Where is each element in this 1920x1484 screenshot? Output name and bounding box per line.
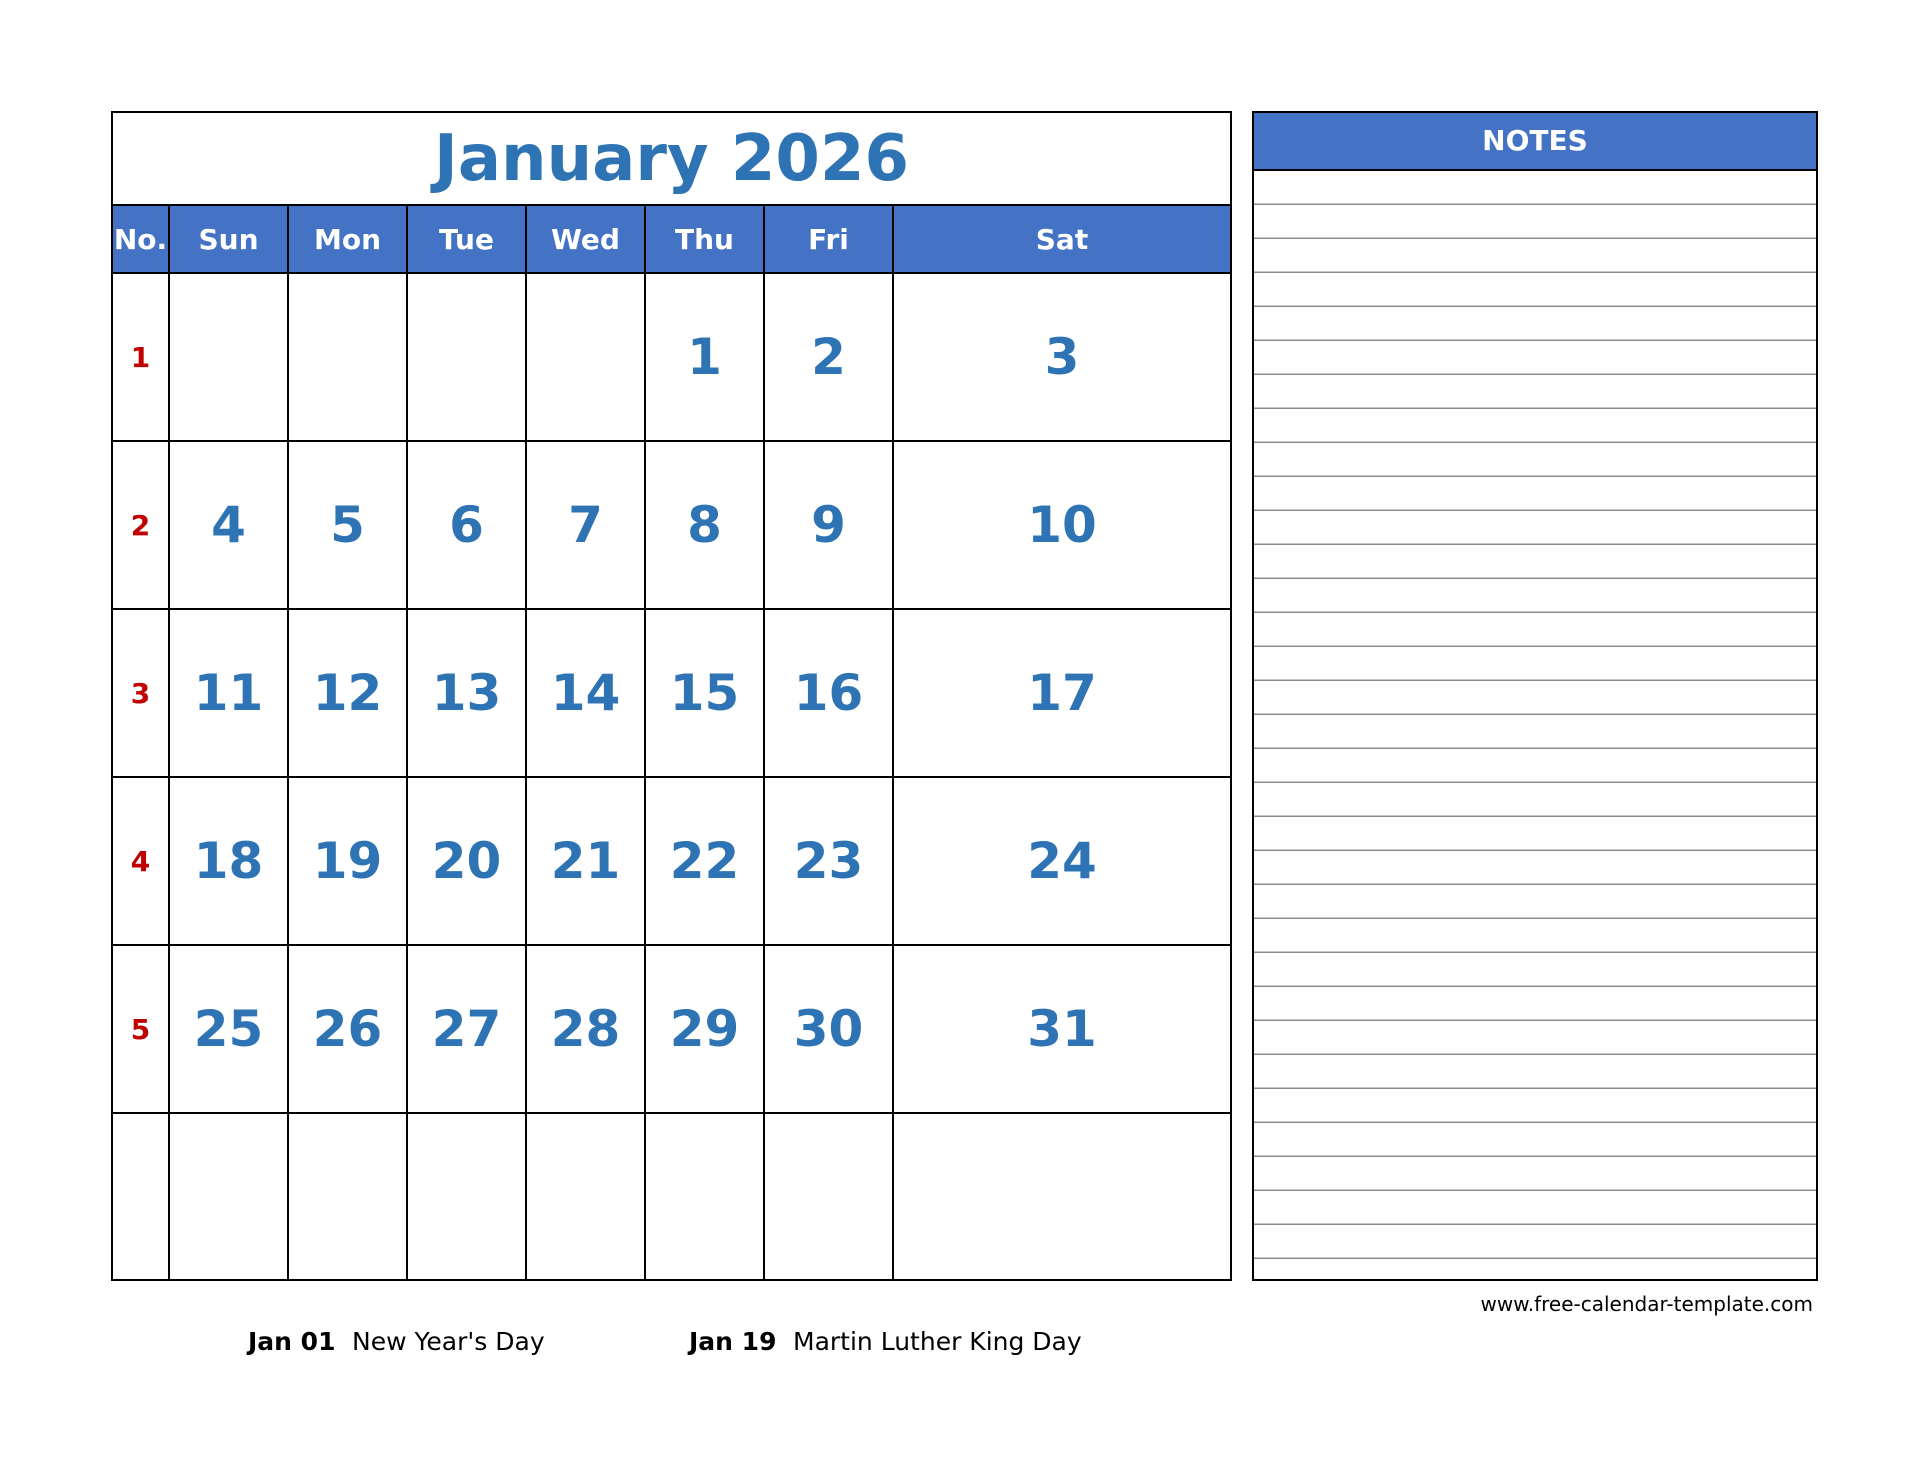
day-cell[interactable] bbox=[764, 1113, 893, 1280]
holiday-name: New Year's Day bbox=[352, 1327, 545, 1356]
week-number: 3 bbox=[113, 609, 169, 777]
day-cell[interactable] bbox=[288, 1113, 407, 1280]
day-cell[interactable]: 8 bbox=[645, 441, 764, 609]
day-cell[interactable] bbox=[526, 1113, 645, 1280]
day-cell[interactable]: 19 bbox=[288, 777, 407, 945]
day-cell[interactable] bbox=[526, 273, 645, 441]
day-cell[interactable]: 3 bbox=[893, 273, 1230, 441]
holiday-name: Martin Luther King Day bbox=[793, 1327, 1082, 1356]
day-cell[interactable]: 17 bbox=[893, 609, 1230, 777]
calendar-title: January 2026 bbox=[113, 113, 1230, 206]
day-cell[interactable]: 20 bbox=[407, 777, 526, 945]
week-number: 5 bbox=[113, 945, 169, 1113]
day-cell[interactable] bbox=[407, 1113, 526, 1280]
notes-panel bbox=[1252, 111, 1818, 1281]
holiday-item bbox=[689, 1327, 1082, 1356]
weekday-header-row bbox=[113, 206, 1230, 273]
day-cell[interactable]: 13 bbox=[407, 609, 526, 777]
day-cell[interactable]: 29 bbox=[645, 945, 764, 1113]
day-cell[interactable]: 21 bbox=[526, 777, 645, 945]
day-cell[interactable]: 16 bbox=[764, 609, 893, 777]
day-cell[interactable] bbox=[288, 273, 407, 441]
header-sat: Sat bbox=[893, 206, 1230, 273]
day-cell[interactable]: 31 bbox=[893, 945, 1230, 1113]
day-cell[interactable]: 26 bbox=[288, 945, 407, 1113]
day-cell[interactable]: 23 bbox=[764, 777, 893, 945]
week-row bbox=[113, 609, 1230, 777]
header-wed: Wed bbox=[526, 206, 645, 273]
week-number bbox=[113, 1113, 169, 1280]
day-cell[interactable]: 7 bbox=[526, 441, 645, 609]
calendar bbox=[111, 111, 1232, 1281]
day-cell[interactable]: 24 bbox=[893, 777, 1230, 945]
day-cell[interactable] bbox=[893, 1113, 1230, 1280]
holiday-date: Jan 19 bbox=[689, 1327, 777, 1356]
calendar-grid bbox=[113, 206, 1230, 1280]
day-cell[interactable]: 27 bbox=[407, 945, 526, 1113]
notes-lines[interactable] bbox=[1254, 171, 1816, 1279]
week-row bbox=[113, 777, 1230, 945]
week-row bbox=[113, 1113, 1230, 1280]
website-credit: www.free-calendar-template.com bbox=[1480, 1292, 1813, 1316]
day-cell[interactable]: 9 bbox=[764, 441, 893, 609]
header-week-number: No. bbox=[113, 206, 169, 273]
notes-header: NOTES bbox=[1254, 113, 1816, 171]
day-cell[interactable] bbox=[169, 1113, 288, 1280]
day-cell[interactable] bbox=[645, 1113, 764, 1280]
holiday-item bbox=[248, 1327, 545, 1356]
header-fri: Fri bbox=[764, 206, 893, 273]
header-mon: Mon bbox=[288, 206, 407, 273]
day-cell[interactable]: 6 bbox=[407, 441, 526, 609]
day-cell[interactable]: 5 bbox=[288, 441, 407, 609]
week-number: 1 bbox=[113, 273, 169, 441]
day-cell[interactable]: 30 bbox=[764, 945, 893, 1113]
week-row bbox=[113, 273, 1230, 441]
holiday-date: Jan 01 bbox=[248, 1327, 336, 1356]
day-cell[interactable]: 25 bbox=[169, 945, 288, 1113]
header-thu: Thu bbox=[645, 206, 764, 273]
day-cell[interactable]: 10 bbox=[893, 441, 1230, 609]
day-cell[interactable] bbox=[169, 273, 288, 441]
day-cell[interactable]: 18 bbox=[169, 777, 288, 945]
week-row bbox=[113, 441, 1230, 609]
week-number: 2 bbox=[113, 441, 169, 609]
week-number: 4 bbox=[113, 777, 169, 945]
day-cell[interactable]: 22 bbox=[645, 777, 764, 945]
day-cell[interactable]: 1 bbox=[645, 273, 764, 441]
day-cell[interactable]: 4 bbox=[169, 441, 288, 609]
day-cell[interactable]: 2 bbox=[764, 273, 893, 441]
day-cell[interactable]: 14 bbox=[526, 609, 645, 777]
week-row bbox=[113, 945, 1230, 1113]
day-cell[interactable]: 15 bbox=[645, 609, 764, 777]
day-cell[interactable]: 28 bbox=[526, 945, 645, 1113]
header-sun: Sun bbox=[169, 206, 288, 273]
header-tue: Tue bbox=[407, 206, 526, 273]
day-cell[interactable]: 12 bbox=[288, 609, 407, 777]
day-cell[interactable]: 11 bbox=[169, 609, 288, 777]
day-cell[interactable] bbox=[407, 273, 526, 441]
